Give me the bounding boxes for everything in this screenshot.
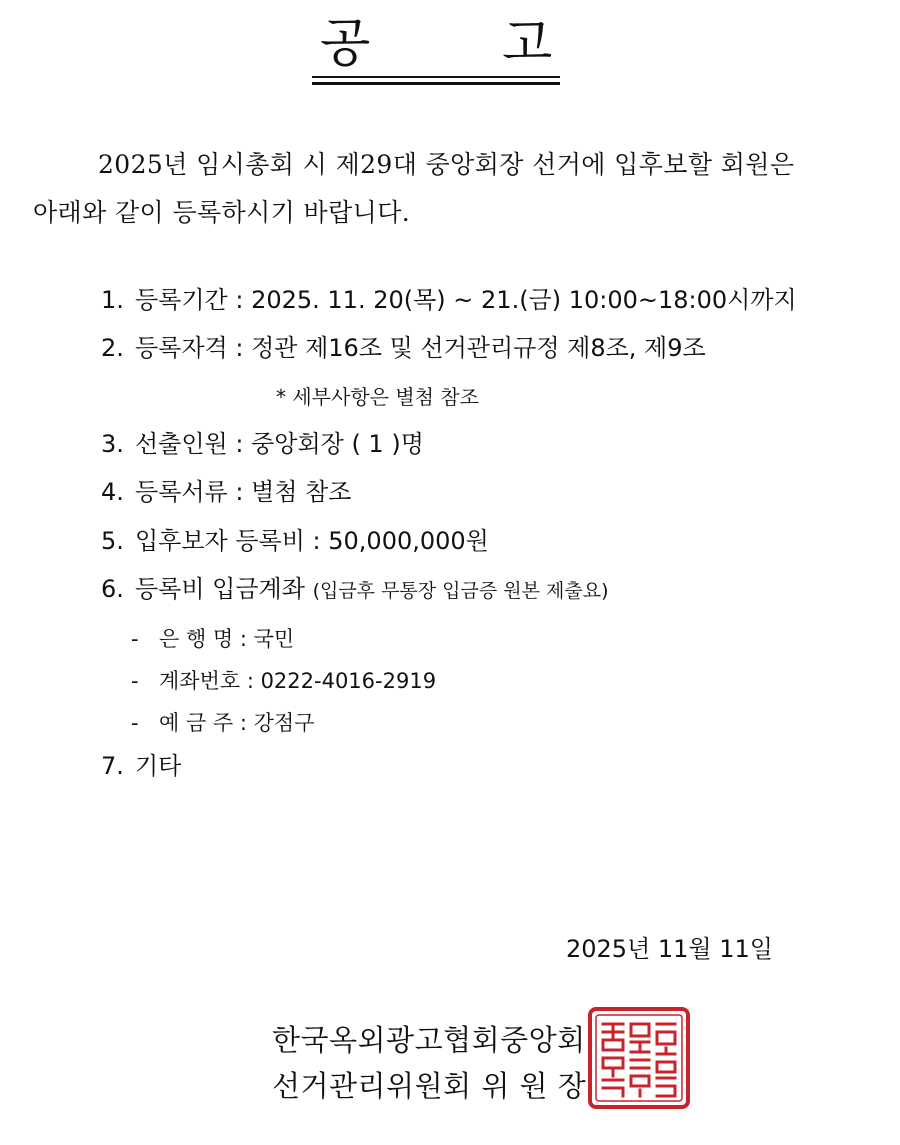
item-text: 기타 [135, 752, 182, 780]
item-text: 등록서류 : 별첨 참조 [135, 478, 352, 506]
item-documents [101, 477, 351, 507]
dash: - [131, 669, 139, 693]
item-qualification [101, 333, 706, 363]
item-text: 등록비 입금계좌 [135, 575, 305, 603]
item-other [101, 751, 181, 781]
item-registration-period [101, 285, 797, 315]
item-number: 2. [101, 334, 124, 362]
item-number: 3. [101, 430, 124, 458]
item-deposit-account [101, 574, 609, 606]
item-number: 1. [101, 286, 124, 314]
item-number: 5. [101, 527, 124, 555]
item-text: 입후보자 등록비 : 50,000,000원 [135, 527, 489, 555]
bank-label: 계좌번호 : 0222-4016-2919 [159, 669, 437, 693]
item-number: 6. [101, 575, 124, 603]
title-double-underline [312, 82, 560, 85]
item-number: 4. [101, 478, 124, 506]
title-char-1: 공 [320, 14, 371, 74]
intro-line-2: 아래와 같이 등록하시기 바랍니다. [33, 198, 411, 227]
detail-note: * 세부사항은 별첨 참조 [276, 385, 479, 409]
dash: - [131, 711, 139, 735]
bank-name-row [131, 625, 294, 653]
document-title [312, 8, 560, 88]
dash: - [131, 627, 139, 651]
deposit-note: (입금후 무통장 입금증 원본 제출요) [312, 580, 609, 602]
organization-name: 한국옥외광고협회중앙회 [272, 1023, 586, 1057]
item-registration-fee [101, 526, 489, 556]
bank-label: 예 금 주 : 강점구 [159, 711, 315, 735]
item-text: 등록자격 : 정관 제16조 및 선거관리규정 제8조, 제9조 [135, 334, 706, 362]
notice-date: 2025년 11월 11일 [566, 935, 773, 963]
title-char-2: 고 [502, 14, 553, 74]
account-number-row [131, 667, 436, 695]
item-text: 선출인원 : 중앙회장 ( 1 )명 [135, 430, 424, 458]
bank-label: 은 행 명 : 국민 [159, 627, 295, 651]
item-number-elected [101, 429, 424, 459]
committee-chair: 선거관리위원회 위 원 장 [272, 1069, 587, 1103]
item-text: 등록기간 : 2025. 11. 20(목) ~ 21.(금) 10:00~18:00시까지 [135, 286, 797, 314]
title-underline [312, 76, 560, 78]
account-holder-row [131, 709, 315, 737]
official-seal-icon [587, 1006, 691, 1110]
item-number: 7. [101, 752, 124, 780]
intro-line-1: 2025년 임시총회 시 제29대 중앙회장 선거에 입후보할 회원은 [98, 150, 795, 179]
